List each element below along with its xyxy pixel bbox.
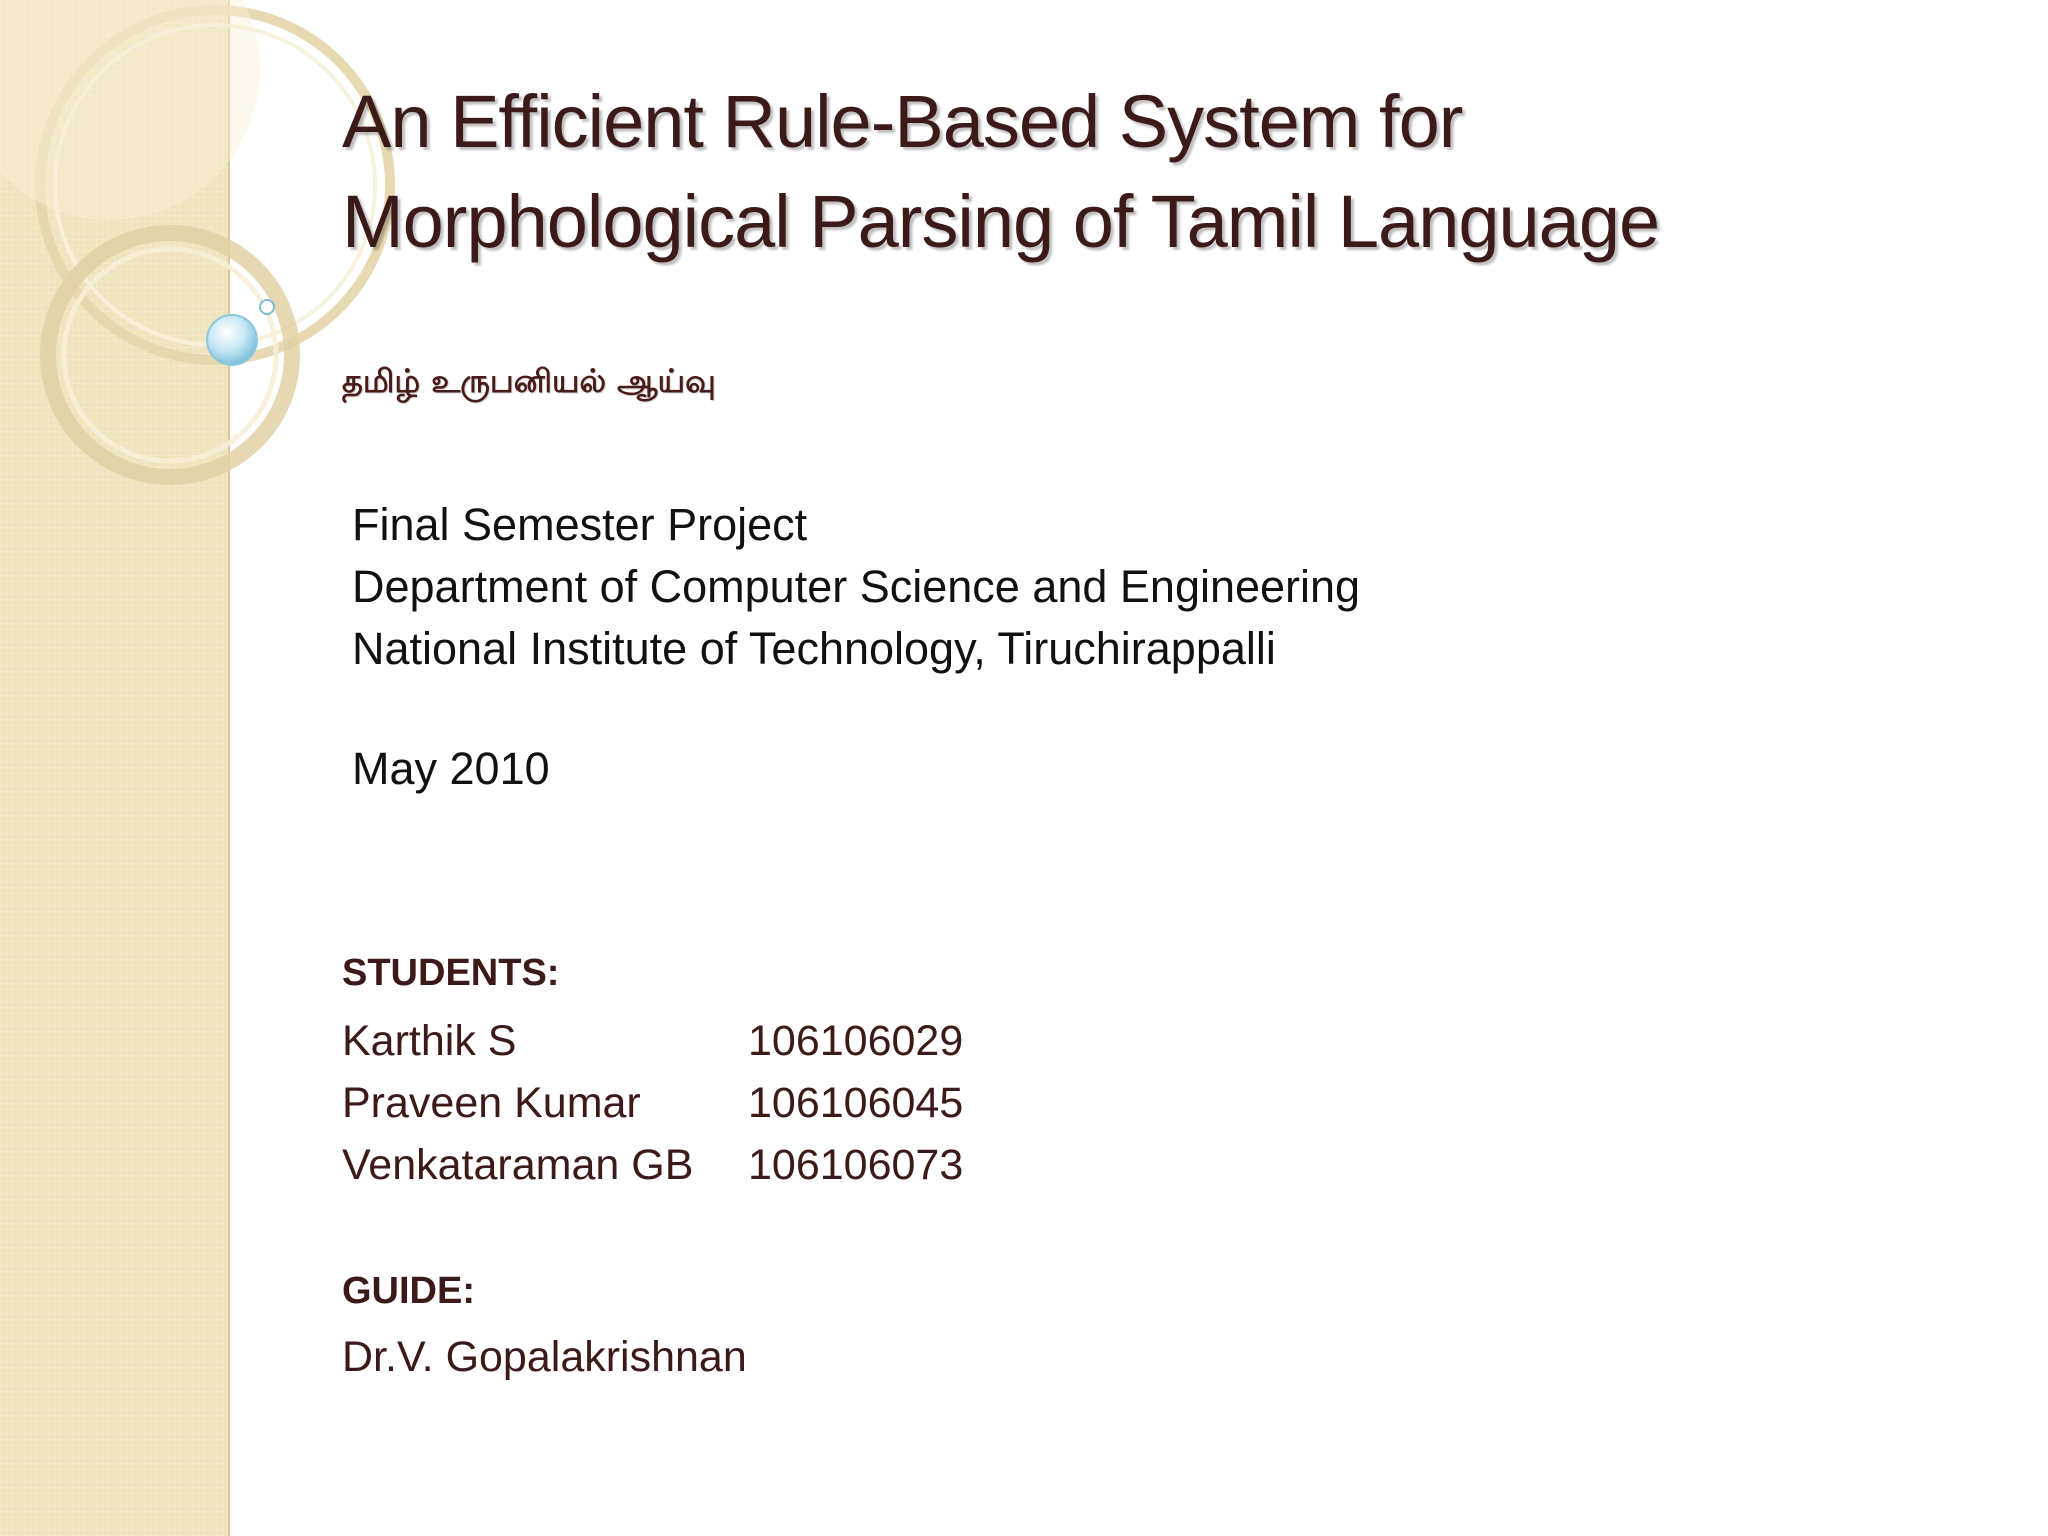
guide-heading: GUIDE: bbox=[342, 1270, 475, 1312]
student-name: Venkataraman GB bbox=[342, 1141, 694, 1189]
student-name: Praveen Kumar bbox=[342, 1079, 641, 1127]
student-id: 106106045 bbox=[748, 1079, 964, 1127]
department: Department of Computer Science and Engineering bbox=[352, 561, 1361, 612]
bubble-icon bbox=[207, 315, 257, 365]
student-id: 106106073 bbox=[748, 1141, 964, 1189]
title-line-1: An Efficient Rule-Based System for bbox=[342, 80, 1463, 163]
students-heading: STUDENTS: bbox=[342, 952, 560, 994]
slide-title bbox=[342, 72, 1982, 272]
tamil-subtitle: தமிழ் உருபனியல் ஆய்வு bbox=[342, 362, 716, 400]
project-type: Final Semester Project bbox=[352, 499, 808, 550]
guide-name: Dr.V. Gopalakrishnan bbox=[342, 1333, 747, 1381]
student-id: 106106029 bbox=[748, 1017, 964, 1065]
title-line-2: Morphological Parsing of Tamil Language bbox=[342, 180, 1660, 263]
student-name: Karthik S bbox=[342, 1017, 517, 1065]
small-bubble-icon bbox=[260, 300, 274, 314]
project-date: May 2010 bbox=[352, 743, 550, 794]
concentric-rings-decoration bbox=[0, 0, 300, 520]
institute: National Institute of Technology, Tiruchirappalli bbox=[352, 623, 1276, 674]
project-info bbox=[352, 494, 1360, 680]
